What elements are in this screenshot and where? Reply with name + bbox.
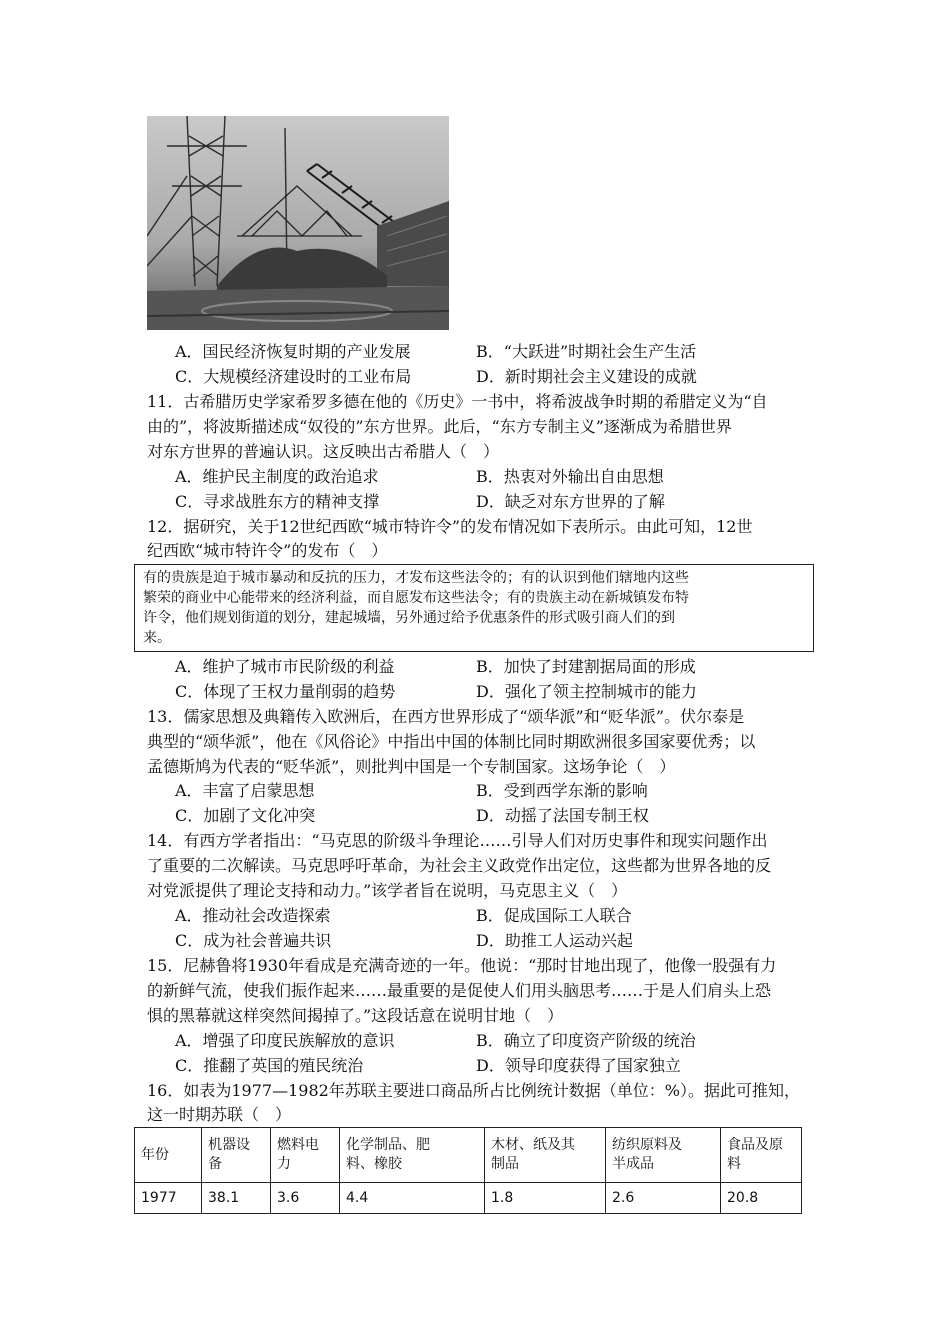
q12-option-c[interactable]: C．体现了王权力量削弱的趋势 [175, 682, 396, 701]
q12-option-b[interactable]: B．加快了封建割据局面的形成 [476, 657, 696, 676]
q10-option-c[interactable]: C．大规模经济建设时的工业布局 [175, 367, 412, 386]
q12-stem-line: 12．据研究，关于12世纪西欧“城市特许令”的发布情况如下表所示。由此可知，12世 [147, 517, 753, 536]
quote-line: 有的贵族是迫于城市暴动和反抗的压力，才发布这些法令的；有的认识到他们辖地内这些 [143, 570, 689, 586]
q13-stem-line: 孟德斯鸠为代表的“贬华派”，则批判中国是一个专制国家。这场争论（ ） [147, 757, 676, 776]
table-cell: 38.1 [202, 1183, 271, 1214]
header-text: 半成品 [612, 1156, 654, 1172]
table-row [135, 1183, 802, 1214]
q11-stem-line: 由的”，将波斯描述成“奴役的”东方世界。此后，“东方专制主义”逐渐成为希腊世界 [147, 417, 732, 436]
header-cell [135, 1128, 202, 1183]
header-cell [485, 1128, 606, 1183]
q12-option-d[interactable]: D．强化了领主控制城市的能力 [476, 682, 697, 701]
q15-option-c[interactable]: C．推翻了英国的殖民统治 [175, 1056, 364, 1075]
q13-stem-line: 典型的“颂华派”，他在《风俗论》中指出中国的体制比同时期欧洲很多国家要优秀；以 [147, 732, 756, 751]
q11-option-d[interactable]: D．缺乏对东方世界的了解 [476, 492, 665, 511]
q14-option-d[interactable]: D．助推工人运动兴起 [476, 931, 633, 950]
header-text: 木材、纸及其 [491, 1137, 575, 1153]
header-text: 机器设 [208, 1137, 250, 1153]
q10-option-b[interactable]: B．“大跃进”时期社会生产生活 [476, 342, 697, 361]
q13-option-b[interactable]: B．受到西学东渐的影响 [476, 781, 648, 800]
q15-stem-line: 15．尼赫鲁将1930年看成是充满奇迹的一年。他说：“那时甘地出现了，他像一股强有力 [147, 956, 777, 975]
q14-stem-line: 14．有西方学者指出：“马克思的阶级斗争理论……引导人们对历史事件和现实问题作出 [147, 831, 768, 850]
q10-option-a[interactable]: A．国民经济恢复时期的产业发展 [175, 342, 411, 361]
table-cell: 3.6 [271, 1183, 340, 1214]
header-text: 料、橡胶 [346, 1156, 402, 1172]
q11-option-c[interactable]: C．寻求战胜东方的精神支撑 [175, 492, 380, 511]
header-text: 料 [727, 1156, 741, 1172]
q14-stem-line: 了重要的二次解读。马克思呼吁革命，为社会主义政党作出定位，这些都为世界各地的反 [147, 856, 772, 875]
header-text: 食品及原 [727, 1137, 783, 1153]
table-cell: 2.6 [606, 1183, 721, 1214]
industrial-photo [147, 116, 449, 330]
q15-stem-line: 惧的黑幕就这样突然间揭掉了。”这段话意在说明甘地（ ） [147, 1006, 564, 1025]
header-cell [340, 1128, 485, 1183]
q13-option-d[interactable]: D．动摇了法国专制王权 [476, 806, 649, 825]
q15-option-a[interactable]: A．增强了印度民族解放的意识 [175, 1031, 395, 1050]
q14-option-a[interactable]: A．推动社会改造探索 [175, 906, 331, 925]
table-cell: 1.8 [485, 1183, 606, 1214]
quote-line: 繁荣的商业中心能带来的经济利益，而自愿发布这些法令；有的贵族主动在新城镇发布特 [143, 590, 689, 606]
table-cell: 1977 [135, 1183, 202, 1214]
quote-line: 许令，他们规划街道的划分，建起城墙，另外通过给予优惠条件的形式吸引商人们的到 [143, 610, 675, 626]
q12-stem-line: 纪西欧“城市特许令”的发布（ ） [147, 541, 388, 560]
table-header-row [135, 1128, 802, 1183]
quote-line: 来。 [143, 630, 171, 646]
table-cell: 4.4 [340, 1183, 485, 1214]
q14-option-c[interactable]: C．成为社会普遍共识 [175, 931, 332, 950]
header-cell [202, 1128, 271, 1183]
q13-option-a[interactable]: A．丰富了启蒙思想 [175, 781, 315, 800]
q16-stem-line: 16．如表为1977—1982年苏联主要进口商品所占比例统计数据（单位：%）。据此可推知， [147, 1081, 801, 1100]
import-ratio-table [134, 1127, 802, 1214]
header-cell [721, 1128, 802, 1183]
header-text: 年份 [141, 1146, 169, 1163]
q15-option-d[interactable]: D．领导印度获得了国家独立 [476, 1056, 681, 1075]
q13-stem-line: 13．儒家思想及典籍传入欧洲后，在西方世界形成了“颂华派”和“贬华派”。伏尔泰是 [147, 707, 745, 726]
q16-stem-line: 这一时期苏联（ ） [147, 1105, 292, 1124]
q11-stem-line: 11．古希腊历史学家希罗多德在他的《历史》一书中，将希波战争时期的希腊定义为“自 [147, 392, 768, 411]
q13-option-c[interactable]: C．加剧了文化冲突 [175, 806, 316, 825]
q10-option-d[interactable]: D．新时期社会主义建设的成就 [476, 367, 697, 386]
header-text: 燃料电 [277, 1137, 319, 1153]
header-text: 力 [277, 1156, 291, 1172]
q11-stem-line: 对东方世界的普遍认识。这反映出古希腊人（ ） [147, 442, 500, 461]
q11-option-b[interactable]: B．热衷对外输出自由思想 [476, 467, 664, 486]
q12-option-a[interactable]: A．维护了城市市民阶级的利益 [175, 657, 395, 676]
q14-stem-line: 对党派提供了理论支持和动力。”该学者旨在说明，马克思主义（ ） [147, 881, 628, 900]
q14-option-b[interactable]: B．促成国际工人联合 [476, 906, 632, 925]
q15-option-b[interactable]: B．确立了印度资产阶级的统治 [476, 1031, 696, 1050]
header-cell [271, 1128, 340, 1183]
header-text: 化学制品、肥 [346, 1137, 430, 1153]
header-text: 制品 [491, 1156, 519, 1172]
q12-quote-box [134, 564, 814, 652]
table-cell: 20.8 [721, 1183, 802, 1214]
header-cell [606, 1128, 721, 1183]
q11-option-a[interactable]: A．维护民主制度的政治追求 [175, 467, 379, 486]
header-text: 备 [208, 1156, 222, 1172]
header-text: 纺织原料及 [612, 1137, 682, 1153]
q15-stem-line: 的新鲜气流，使我们振作起来……最重要的是促使人们用头脑思考……于是人们肩头上恐 [147, 981, 772, 1000]
